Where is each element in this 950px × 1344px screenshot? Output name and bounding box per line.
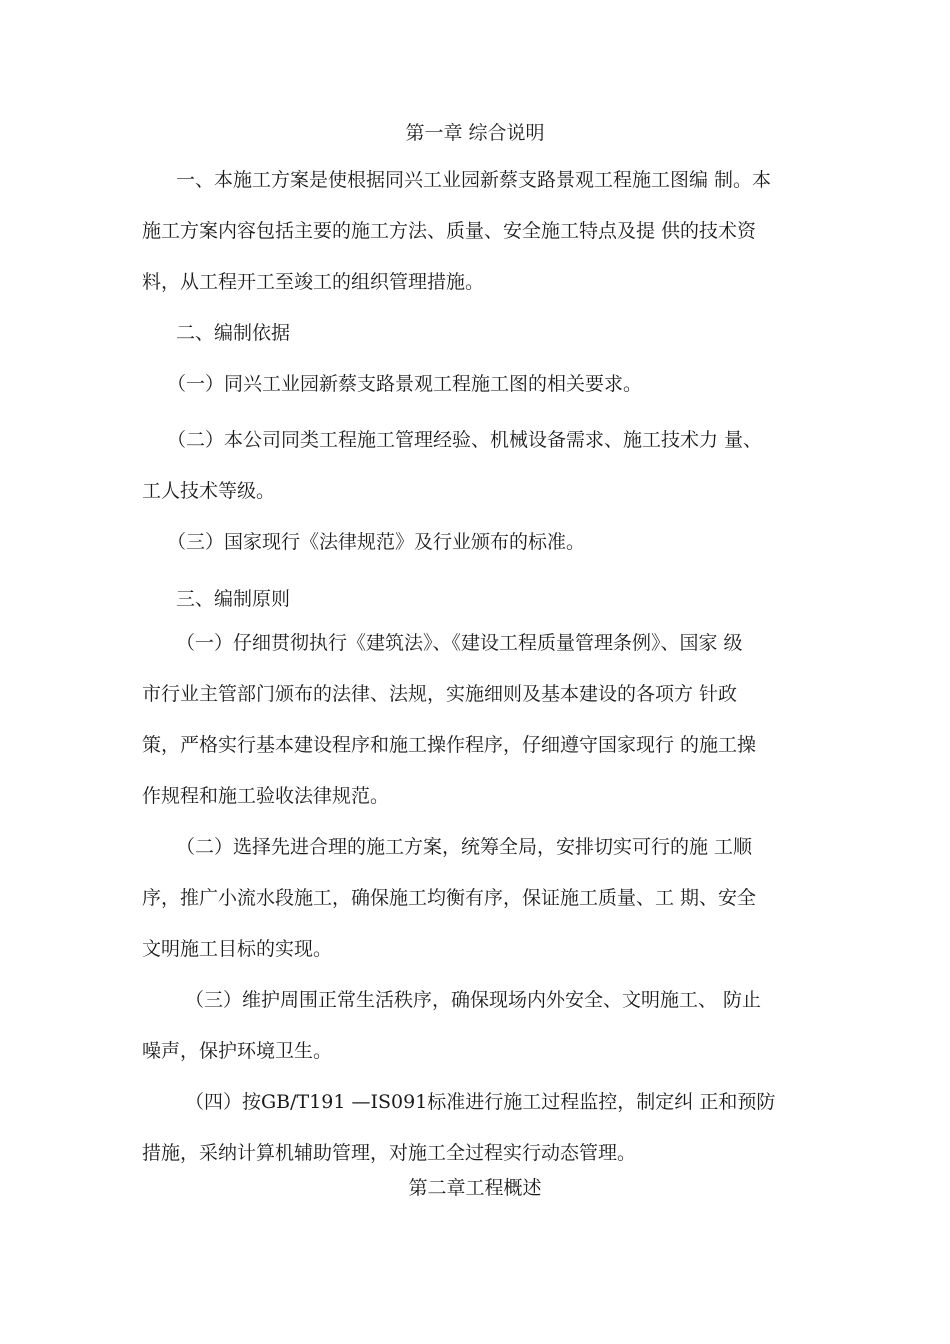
chapter-1-title: 第一章 综合说明 <box>405 122 545 144</box>
section-2-item-3: （三）国家现行《法律规范》及行业颁布的标准。 <box>167 531 586 553</box>
chapter-2-title: 第二章工程概述 <box>408 1177 542 1199</box>
section-3-item-1-line-1: （一）仔细贯彻执行《建筑法》、《建设工程质量管理条例》、国家 级 <box>176 632 743 654</box>
section-2-item-2-line-2: 工人技术等级。 <box>142 480 276 502</box>
section-3-item-1-line-3: 策，严格实行基本建设程序和施工操作程序，仔细遵守国家现行 的施工操 <box>142 734 757 756</box>
section-3-item-4-line-1: （四）按GB/T191 —IS091标准进行施工过程监控，制定纠 正和预防 <box>185 1091 776 1113</box>
section-2-heading: 二、编制依据 <box>176 322 291 344</box>
section-3-item-3-line-2: 噪声，保护环境卫生。 <box>142 1040 333 1062</box>
section-3-item-4-line-2: 措施，采纳计算机辅助管理，对施工全过程实行动态管理。 <box>142 1142 637 1164</box>
section-1-line-2: 施工方案内容包括主要的施工方法、质量、安全施工特点及提 供的技术资 <box>142 220 757 242</box>
section-3-item-2-line-3: 文明施工目标的实现。 <box>142 938 333 960</box>
section-3-heading: 三、编制原则 <box>176 588 291 610</box>
section-2-item-2-line-1: （二）本公司同类工程施工管理经验、机械设备需求、施工技术力 量、 <box>167 429 763 451</box>
section-3-item-2-line-1: （二）选择先进合理的施工方案，统筹全局，安排切实可行的施 工顺 <box>176 836 753 858</box>
section-3-item-1-line-4: 作规程和施工验收法律规范。 <box>142 785 390 807</box>
section-2-item-1: （一）同兴工业园新蔡支路景观工程施工图的相关要求。 <box>167 373 643 395</box>
section-3-item-3-line-1: （三）维护周围正常生活秩序，确保现场内外安全、文明施工、 防止 <box>185 989 762 1011</box>
section-1-line-1: 一、本施工方案是使根据同兴工业园新蔡支路景观工程施工图编 制。本 <box>176 169 772 191</box>
section-3-item-2-line-2: 序，推广小流水段施工，确保施工均衡有序，保证施工质量、工 期、安全 <box>142 887 757 909</box>
section-3-item-1-line-2: 市行业主管部门颁布的法律、法规，实施细则及基本建设的各项方 针政 <box>142 683 738 705</box>
section-1-line-3: 料，从工程开工至竣工的组织管理措施。 <box>142 271 485 293</box>
